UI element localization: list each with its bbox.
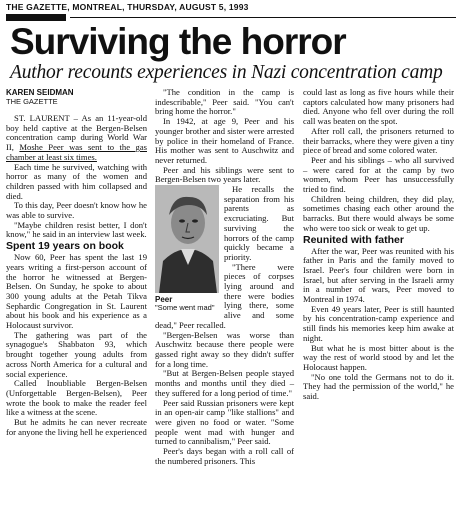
portrait-illustration: [155, 185, 219, 293]
paragraph: But what he is most bitter about is the way the rest of world stood by and let the Holocaust happen.: [303, 342, 454, 372]
photo-caption-name: Peer: [155, 295, 173, 305]
paragraph: To this day, Peer doesn't know how he was able to survive.: [6, 200, 147, 221]
underlined-text: Moshe Peer was sent to the gas chamber at least six times.: [6, 142, 147, 162]
paragraph: "Bergen-Belsen was worse than Auschwitz because there people were gassed right away so they didn't suffer for a long time.: [155, 329, 294, 369]
masthead: THE GAZETTE, MONTREAL, THURSDAY, AUGUST 5, 1993: [6, 2, 249, 12]
paragraph: Children being children, they did play, sometimes chasing each other around the barracks. But there would always be some who were too sick or weak to get up.: [303, 193, 454, 233]
column-2: [155, 88, 294, 466]
paragraph: In 1942, at age 9, Peer and his younger brother and sister were arrested by police in their homeland of France. His mother was sent to Auschwitz and never returned.: [155, 116, 294, 165]
kicker-rule: [70, 17, 456, 18]
byline-name: KAREN SEIDMAN: [6, 88, 74, 97]
paragraph: He recalls the separation from his parents as excruciating. But surviving the horrors of the camp quickly became a priority.: [224, 184, 294, 262]
paragraph: "The condition in the camp is indescribable," Peer said. "You can't bring home the horror.": [155, 87, 294, 117]
section-heading: Reunited with father: [303, 233, 404, 246]
section-heading: Spent 19 years on book: [6, 240, 124, 253]
paragraph: Peer's days began with a roll call of the numbered prisoners. This: [155, 446, 294, 466]
paragraph: "No one told the Germans not to do it. They had the permission of the world," he said.: [303, 371, 454, 402]
paragraph: "But at Bergen-Belsen people stayed months and months until they died – they suffered for a long period of time.": [155, 368, 294, 398]
column-3: [303, 88, 454, 402]
photo-caption: "Some went mad": [155, 303, 215, 313]
paragraph-text: ST. LAURENT – As an 11-year-old boy held captive at the Bergen-Belsen concentration camp during World War II,: [6, 113, 147, 153]
paragraph: But he admits he can never recreate for anyone the living hell he experienced: [6, 417, 147, 437]
column-1: [6, 88, 147, 438]
paragraph: "Maybe children resist better, I don't know," he said in an interview last week.: [6, 219, 147, 240]
paragraph: Now 60, Peer has spent the last 19 years writing a first-person account of the horror he witnessed at Bergen-Belsen. On Sunday, he spoke to about 300 young adults at the Petah Tikva Sephardic Congregation in St. Laurent about his book and his experience as a Holocaust survivor.: [6, 252, 147, 331]
paragraph: "There were pieces of corpses lying around and there were bodies lying there, some alive and some dead," Peer recalled.: [155, 261, 294, 330]
paragraph: could last as long as five hours while their captors calculated how many prisoners had died. Anyone who fell over during the roll call was beaten on the spot.: [303, 87, 454, 127]
paragraph: Even 49 years later, Peer is still haunted by his concentration-camp experience and still finds his memories keep him awake at night.: [303, 303, 454, 343]
subheadline: Author recounts experiences in Nazi concentration camp: [10, 62, 443, 83]
paragraph: Peer and his siblings – who all survived – were cared for at the camp by two women, whom Peer has unsuccessfully tried to find.: [303, 154, 454, 195]
byline-org: THE GAZETTE: [6, 97, 58, 106]
photo-block: [155, 185, 219, 312]
paragraph: After the war, Peer was reunited with his father in Paris and the family moved to Israel. Peer's four children were born in Israel, but after serving in the Israeli army in a number of wars, Peer moved to Montreal in 1974.: [303, 245, 454, 305]
headline: Surviving the horror: [10, 21, 346, 62]
paragraph: Peer said Russian prisoners were kept in an open-air camp "like stallions" and were given no food or water. "Some people went mad with hunger and turned to cannibalism," Peer said.: [155, 397, 294, 447]
portrait-photo: [155, 185, 219, 293]
paragraph: Called Inoubliable Bergen-Belsen (Unforgettable Bergen-Belsen), Peer wrote the book to make the reader feel like a witness at the scene.: [6, 378, 147, 418]
paragraph: After roll call, the prisoners returned to their barracks, where they were given a tiny piece of bread and some colored water.: [303, 125, 454, 156]
kicker-bar: [6, 14, 66, 21]
paragraph: [6, 114, 147, 163]
paragraph: The gathering was part of the synagogue's Shabbaton 93, which brought together young adults from across North America for a cultural and social experience.: [6, 329, 147, 379]
paragraph: Each time he survived, watching with horror as many of the women and children passed with him collapsed and died.: [6, 161, 147, 201]
paragraph: Peer and his siblings were sent to Bergen-Belsen two years later.: [155, 164, 294, 185]
